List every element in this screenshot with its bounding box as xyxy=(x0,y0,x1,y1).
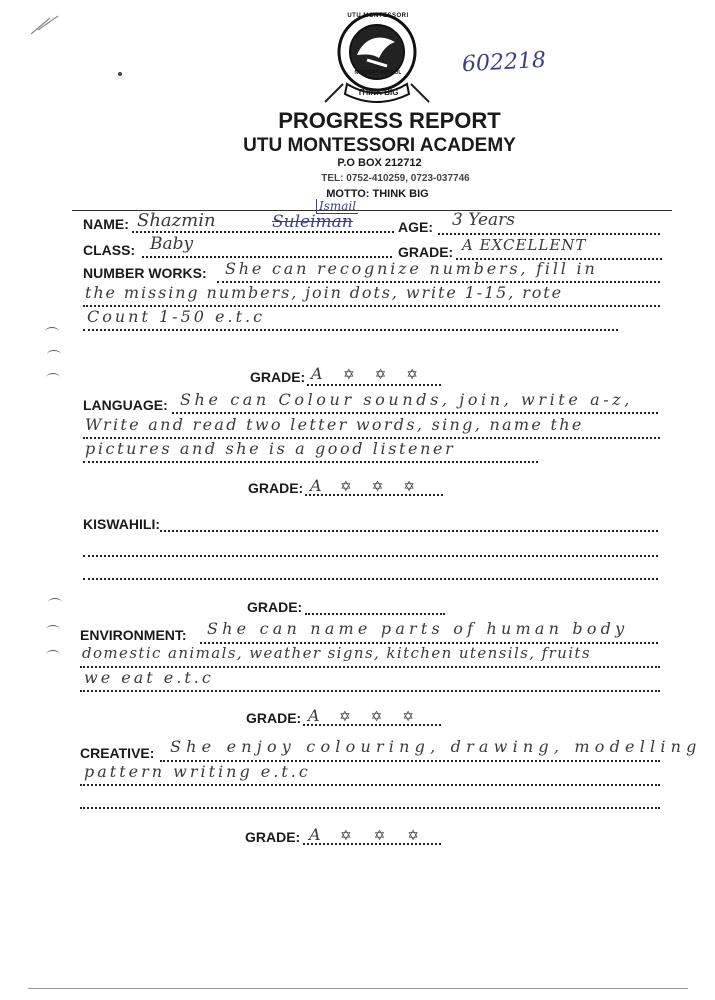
kiswahili-grade-label: GRADE: xyxy=(247,599,303,615)
student-name[interactable]: Shazmin xyxy=(137,210,216,231)
number-works-text-1[interactable]: She can recognize numbers, fill in xyxy=(225,259,598,278)
creative-stars: ✡ ✡ ✡ xyxy=(340,827,428,843)
environment-line-3 xyxy=(80,690,660,692)
number-works-grade-value[interactable]: A xyxy=(311,364,323,383)
environment-grade-value[interactable]: A xyxy=(308,706,320,725)
kiswahili-line-1 xyxy=(160,530,658,532)
language-text-3[interactable]: pictures and she is a good listener xyxy=(85,439,456,458)
environment-grade-label: GRADE: xyxy=(246,710,302,726)
age-field-line xyxy=(438,233,660,235)
language-line-1 xyxy=(172,412,658,414)
environment-text-1[interactable]: She can name parts of human body xyxy=(207,619,629,638)
scan-mark-top-left xyxy=(28,8,68,38)
logo-ring-text-bottom: NURSERY SCHOOL xyxy=(354,70,402,76)
kiswahili-label: KISWAHILI: xyxy=(83,516,160,532)
bottom-page-edge xyxy=(28,988,688,989)
logo-banner-text: THINK BIG xyxy=(357,88,399,97)
logo-ring-text-top: UTU MONTESSORI xyxy=(347,13,409,19)
creative-text-1[interactable]: She enjoy colouring, drawing, modelling xyxy=(170,737,702,756)
creative-grade-label: GRADE: xyxy=(245,829,301,845)
name-label: NAME: xyxy=(83,216,129,232)
age-label: AGE: xyxy=(398,219,433,235)
telephone: TEL: 0752-410259, 0723-037746 xyxy=(321,173,470,184)
number-works-grade-label: GRADE: xyxy=(250,369,306,385)
kiswahili-line-2 xyxy=(83,555,658,557)
number-works-text-2[interactable]: the missing numbers, join dots, write 1-15, rote xyxy=(85,283,564,302)
language-grade-label: GRADE: xyxy=(248,480,304,496)
age-value[interactable]: 3 Years xyxy=(452,210,516,230)
binder-hole-mark-3 xyxy=(46,373,60,382)
number-works-stars: ✡ ✡ ✡ xyxy=(343,366,426,382)
binder-hole-mark-5 xyxy=(46,625,60,634)
creative-line-2 xyxy=(80,784,660,786)
name-field-line xyxy=(132,231,394,233)
number-works-grade-line xyxy=(307,384,441,386)
motto: MOTTO: THINK BIG xyxy=(326,188,429,200)
kiswahili-line-3 xyxy=(83,578,658,580)
student-surname[interactable]: Suleiman xyxy=(272,212,353,232)
class-label: CLASS: xyxy=(83,242,136,258)
number-works-label: NUMBER WORKS: xyxy=(83,265,207,281)
language-grade-value[interactable]: A xyxy=(310,476,322,495)
overall-grade-label: GRADE: xyxy=(398,244,454,260)
number-works-text-3[interactable]: Count 1-50 e.t.c xyxy=(87,307,266,326)
class-value[interactable]: Baby xyxy=(150,234,194,254)
school-name: UTU MONTESSORI ACADEMY xyxy=(243,135,516,156)
creative-text-2[interactable]: pattern writing e.t.c xyxy=(84,762,311,781)
surname-correction: Ismail xyxy=(316,199,358,214)
environment-label: ENVIRONMENT: xyxy=(80,627,187,643)
report-title: PROGRESS REPORT xyxy=(278,108,501,133)
reference-number: 602218 xyxy=(461,47,547,78)
number-works-line-3 xyxy=(83,329,618,331)
binder-hole-mark-1 xyxy=(45,327,59,336)
po-box: P.O BOX 212712 xyxy=(337,157,422,169)
language-line-3 xyxy=(83,461,538,463)
creative-grade-value[interactable]: A xyxy=(309,825,321,844)
punch-mark xyxy=(118,72,122,76)
language-stars: ✡ ✡ ✡ xyxy=(340,478,423,494)
language-label: LANGUAGE: xyxy=(83,397,168,413)
language-text-1[interactable]: She can Colour sounds, join, write a-z, xyxy=(180,390,633,409)
binder-hole-mark-6 xyxy=(46,650,60,659)
overall-grade-value[interactable]: A EXCELLENT xyxy=(462,236,587,254)
kiswahili-grade-line xyxy=(305,613,445,615)
environment-stars: ✡ ✡ ✡ xyxy=(339,708,422,724)
binder-hole-mark-2 xyxy=(47,350,61,359)
creative-label: CREATIVE: xyxy=(80,745,155,761)
environment-text-3[interactable]: we eat e.t.c xyxy=(84,668,214,687)
binder-hole-mark-4 xyxy=(48,598,62,607)
class-field-line xyxy=(142,256,392,258)
environment-text-2[interactable]: domestic animals, weather signs, kitchen utensils, fruits xyxy=(82,644,591,662)
creative-line-3 xyxy=(80,807,660,809)
language-text-2[interactable]: Write and read two letter words, sing, name the xyxy=(85,415,584,434)
